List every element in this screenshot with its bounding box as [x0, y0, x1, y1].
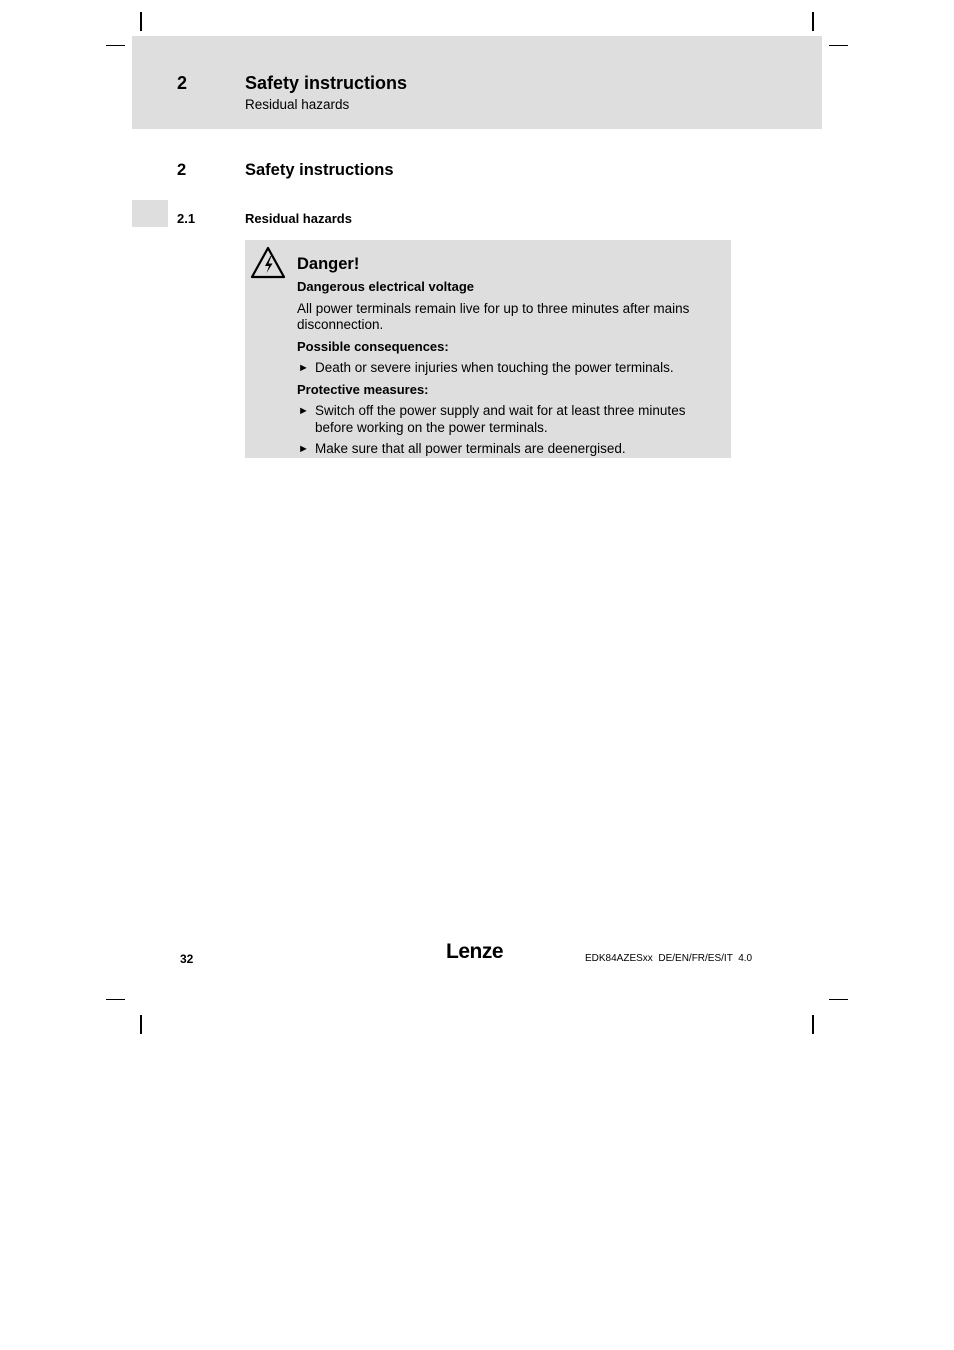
measures-heading: Protective measures:	[297, 381, 429, 397]
hazard-heading: Dangerous electrical voltage	[297, 279, 475, 294]
header-chapter-number: 2	[177, 73, 188, 93]
header-subtitle: Residual hazards	[245, 97, 350, 112]
hazard-text: All power terminals remain live for up to three minutes after mains disconnection.	[297, 300, 690, 332]
crop-mark-top-left-horizontal	[106, 45, 125, 46]
danger-content	[297, 254, 723, 463]
consequence-text: Death or severe injuries when touching the power terminals.	[315, 360, 674, 375]
section-number: 2	[177, 161, 187, 179]
bullet-arrow-icon: ►	[298, 405, 309, 417]
measure-item	[297, 403, 723, 436]
danger-title: Danger!	[297, 255, 360, 273]
running-header	[132, 36, 822, 129]
measure-item	[297, 441, 723, 458]
consequence-item	[297, 360, 723, 377]
measure-text: Switch off the power supply and wait for at least three minutes before working on the power terminals.	[315, 403, 686, 435]
document-id: EDK84AZESxx DE/EN/FR/ES/IT 4.0	[585, 953, 753, 964]
section-title: Safety instructions	[245, 161, 394, 179]
crop-mark-bottom-right-horizontal	[829, 999, 848, 1000]
margin-tab	[132, 200, 168, 227]
subsection-number: 2.1	[177, 211, 196, 226]
crop-mark-bottom-right-vertical	[812, 1015, 814, 1034]
crop-mark-top-right-horizontal	[829, 45, 848, 46]
crop-mark-top-right-vertical	[812, 12, 814, 31]
consequences-heading: Possible consequences:	[297, 338, 449, 354]
page-number: 32	[180, 952, 194, 966]
bullet-arrow-icon: ►	[298, 362, 309, 374]
bullet-arrow-icon: ►	[298, 443, 309, 455]
danger-notice	[245, 240, 731, 458]
crop-mark-top-left-vertical	[140, 12, 142, 31]
measure-text: Make sure that all power terminals are deenergised.	[315, 441, 626, 456]
header-chapter-title: Safety instructions	[245, 73, 408, 93]
crop-mark-bottom-left-horizontal	[106, 999, 125, 1000]
crop-mark-bottom-left-vertical	[140, 1015, 142, 1034]
lenze-logo: Lenze	[446, 940, 504, 963]
subsection-title: Residual hazards	[245, 211, 352, 226]
electrical-hazard-warning-icon	[250, 246, 286, 279]
